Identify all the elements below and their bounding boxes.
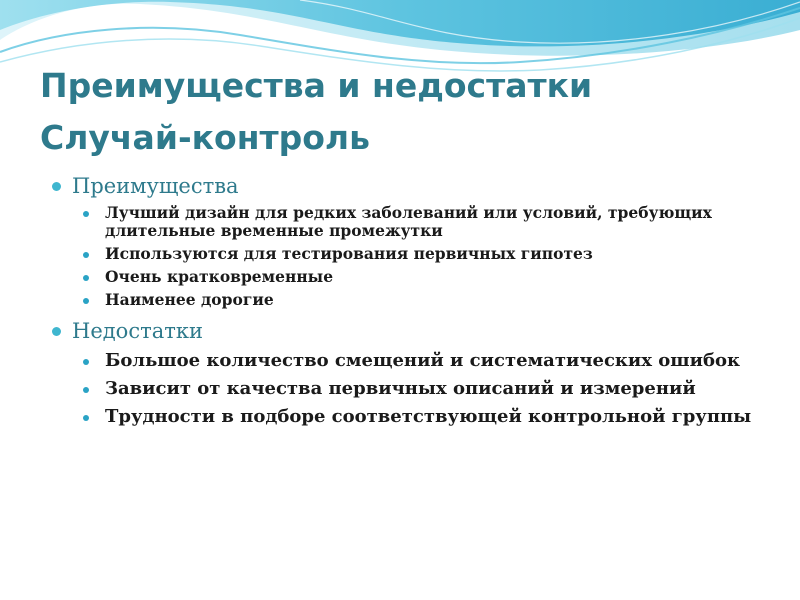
- section-heading: [52, 317, 752, 345]
- list-item-text: Трудности в подборе соответствующей контрольной группы: [105, 406, 752, 427]
- bullet-dot-icon: [83, 415, 89, 421]
- bullet-dot-icon: [83, 298, 89, 304]
- page-title: [40, 60, 592, 164]
- advantages-list: [52, 204, 752, 309]
- list-item: [80, 245, 752, 263]
- list-item-text: Очень кратковременные: [105, 267, 334, 286]
- title-line-2: Случай-контроль: [40, 118, 370, 157]
- bullet-dot-icon: [52, 327, 61, 336]
- bullet-dot-icon: [83, 211, 89, 217]
- heading-text: Недостатки: [72, 319, 203, 343]
- list-item-text: Наименее дорогие: [105, 290, 274, 309]
- list-item-text: Зависит от качества первичных описаний и измерений: [105, 378, 696, 399]
- bullet-dot-icon: [83, 252, 89, 258]
- section-advantages: [52, 172, 752, 309]
- list-item: [80, 350, 752, 372]
- disadvantages-list: [52, 350, 752, 428]
- list-item: [80, 406, 752, 428]
- list-item: [80, 204, 752, 240]
- list-item-text: Лучший дизайн для редких заболеваний или условий, требующих длительные временные промежутки: [105, 203, 712, 240]
- list-item-text: Используются для тестирования первичных гипотез: [105, 244, 593, 263]
- bullet-dot-icon: [83, 387, 89, 393]
- list-item: [80, 291, 752, 309]
- title-line-1: Преимущества и недостатки: [40, 66, 593, 105]
- list-item: [80, 378, 752, 400]
- bullet-dot-icon: [52, 182, 61, 191]
- bullet-content: [52, 172, 752, 428]
- section-disadvantages: [52, 317, 752, 428]
- heading-text: Преимущества: [72, 174, 239, 198]
- bullet-dot-icon: [83, 359, 89, 365]
- list-item-text: Большое количество смещений и систематических ошибок: [105, 350, 740, 371]
- section-heading: [52, 172, 752, 200]
- bullet-dot-icon: [83, 275, 89, 281]
- list-item: [80, 268, 752, 286]
